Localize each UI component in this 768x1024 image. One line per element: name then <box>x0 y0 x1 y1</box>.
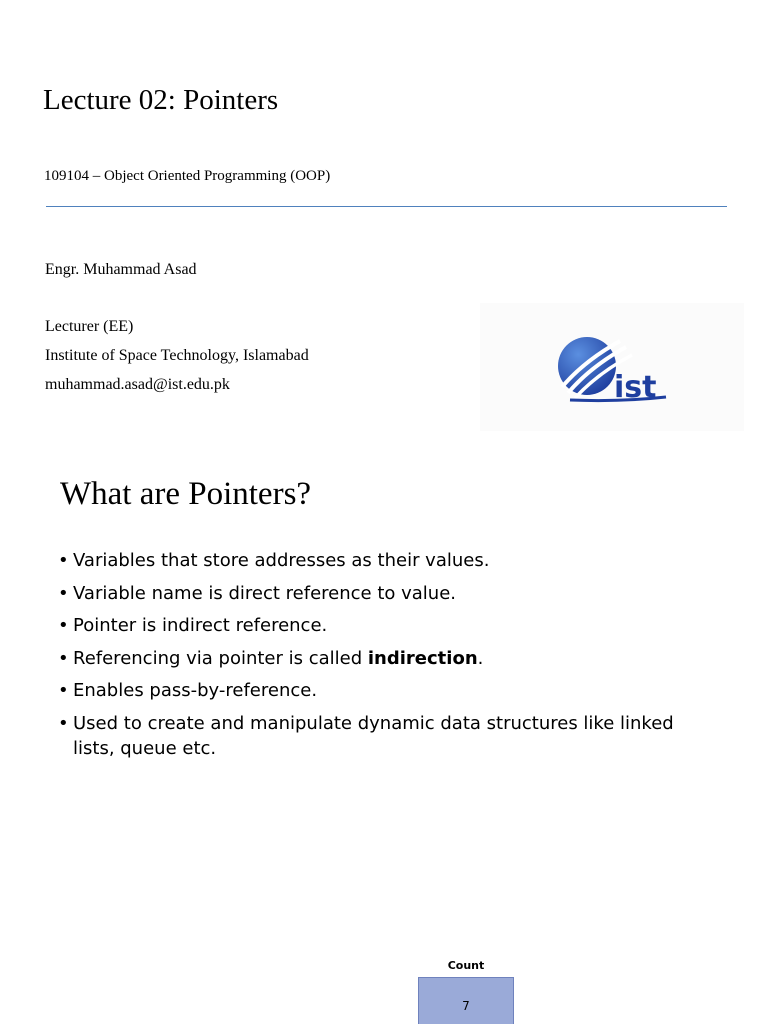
count-value-box: 7 <box>418 977 514 1024</box>
list-item <box>56 678 696 703</box>
bullet-icon: • <box>58 582 69 604</box>
bullet-icon: • <box>58 615 69 636</box>
bullet-list <box>56 548 696 768</box>
list-item <box>56 646 696 671</box>
bullet-bold-term: indirection <box>367 647 478 669</box>
list-item <box>56 613 696 638</box>
author-institute: Institute of Space Technology, Islamabad <box>45 347 309 364</box>
bullet-text-end: . <box>477 647 484 669</box>
bullet-text: Pointer is indirect reference. <box>73 615 328 636</box>
count-label: Count <box>447 959 485 972</box>
slide-heading: What are Pointers? <box>60 476 312 512</box>
author-role: Lecturer (EE) <box>45 318 134 335</box>
course-title: 109104 – Object Oriented Programming (OOP) <box>44 168 331 184</box>
list-item <box>56 711 696 761</box>
bullet-icon: • <box>58 550 69 571</box>
bullet-text: Enables pass-by-reference. <box>73 680 318 701</box>
bullet-icon: • <box>58 647 69 669</box>
bullet-text: Referencing via pointer is called <box>73 647 368 669</box>
list-item <box>56 548 696 573</box>
bullet-text: Variables that store addresses as their values. <box>73 550 490 571</box>
bullet-icon: • <box>58 712 69 734</box>
ist-logo-icon <box>480 303 744 431</box>
list-item <box>56 581 696 606</box>
svg-text:ist: ist <box>614 370 657 405</box>
bullet-text: Used to create and manipulate dynamic data structures like linked lists, queue etc. <box>73 712 674 759</box>
author-email: muhammad.asad@ist.edu.pk <box>45 376 230 393</box>
header-divider <box>46 206 727 207</box>
bullet-text: Variable name is direct reference to value. <box>73 582 457 604</box>
ist-logo <box>480 303 744 431</box>
bullet-icon: • <box>58 680 69 701</box>
author-name: Engr. Muhammad Asad <box>45 261 197 278</box>
lecture-title: Lecture 02: Pointers <box>43 84 279 116</box>
